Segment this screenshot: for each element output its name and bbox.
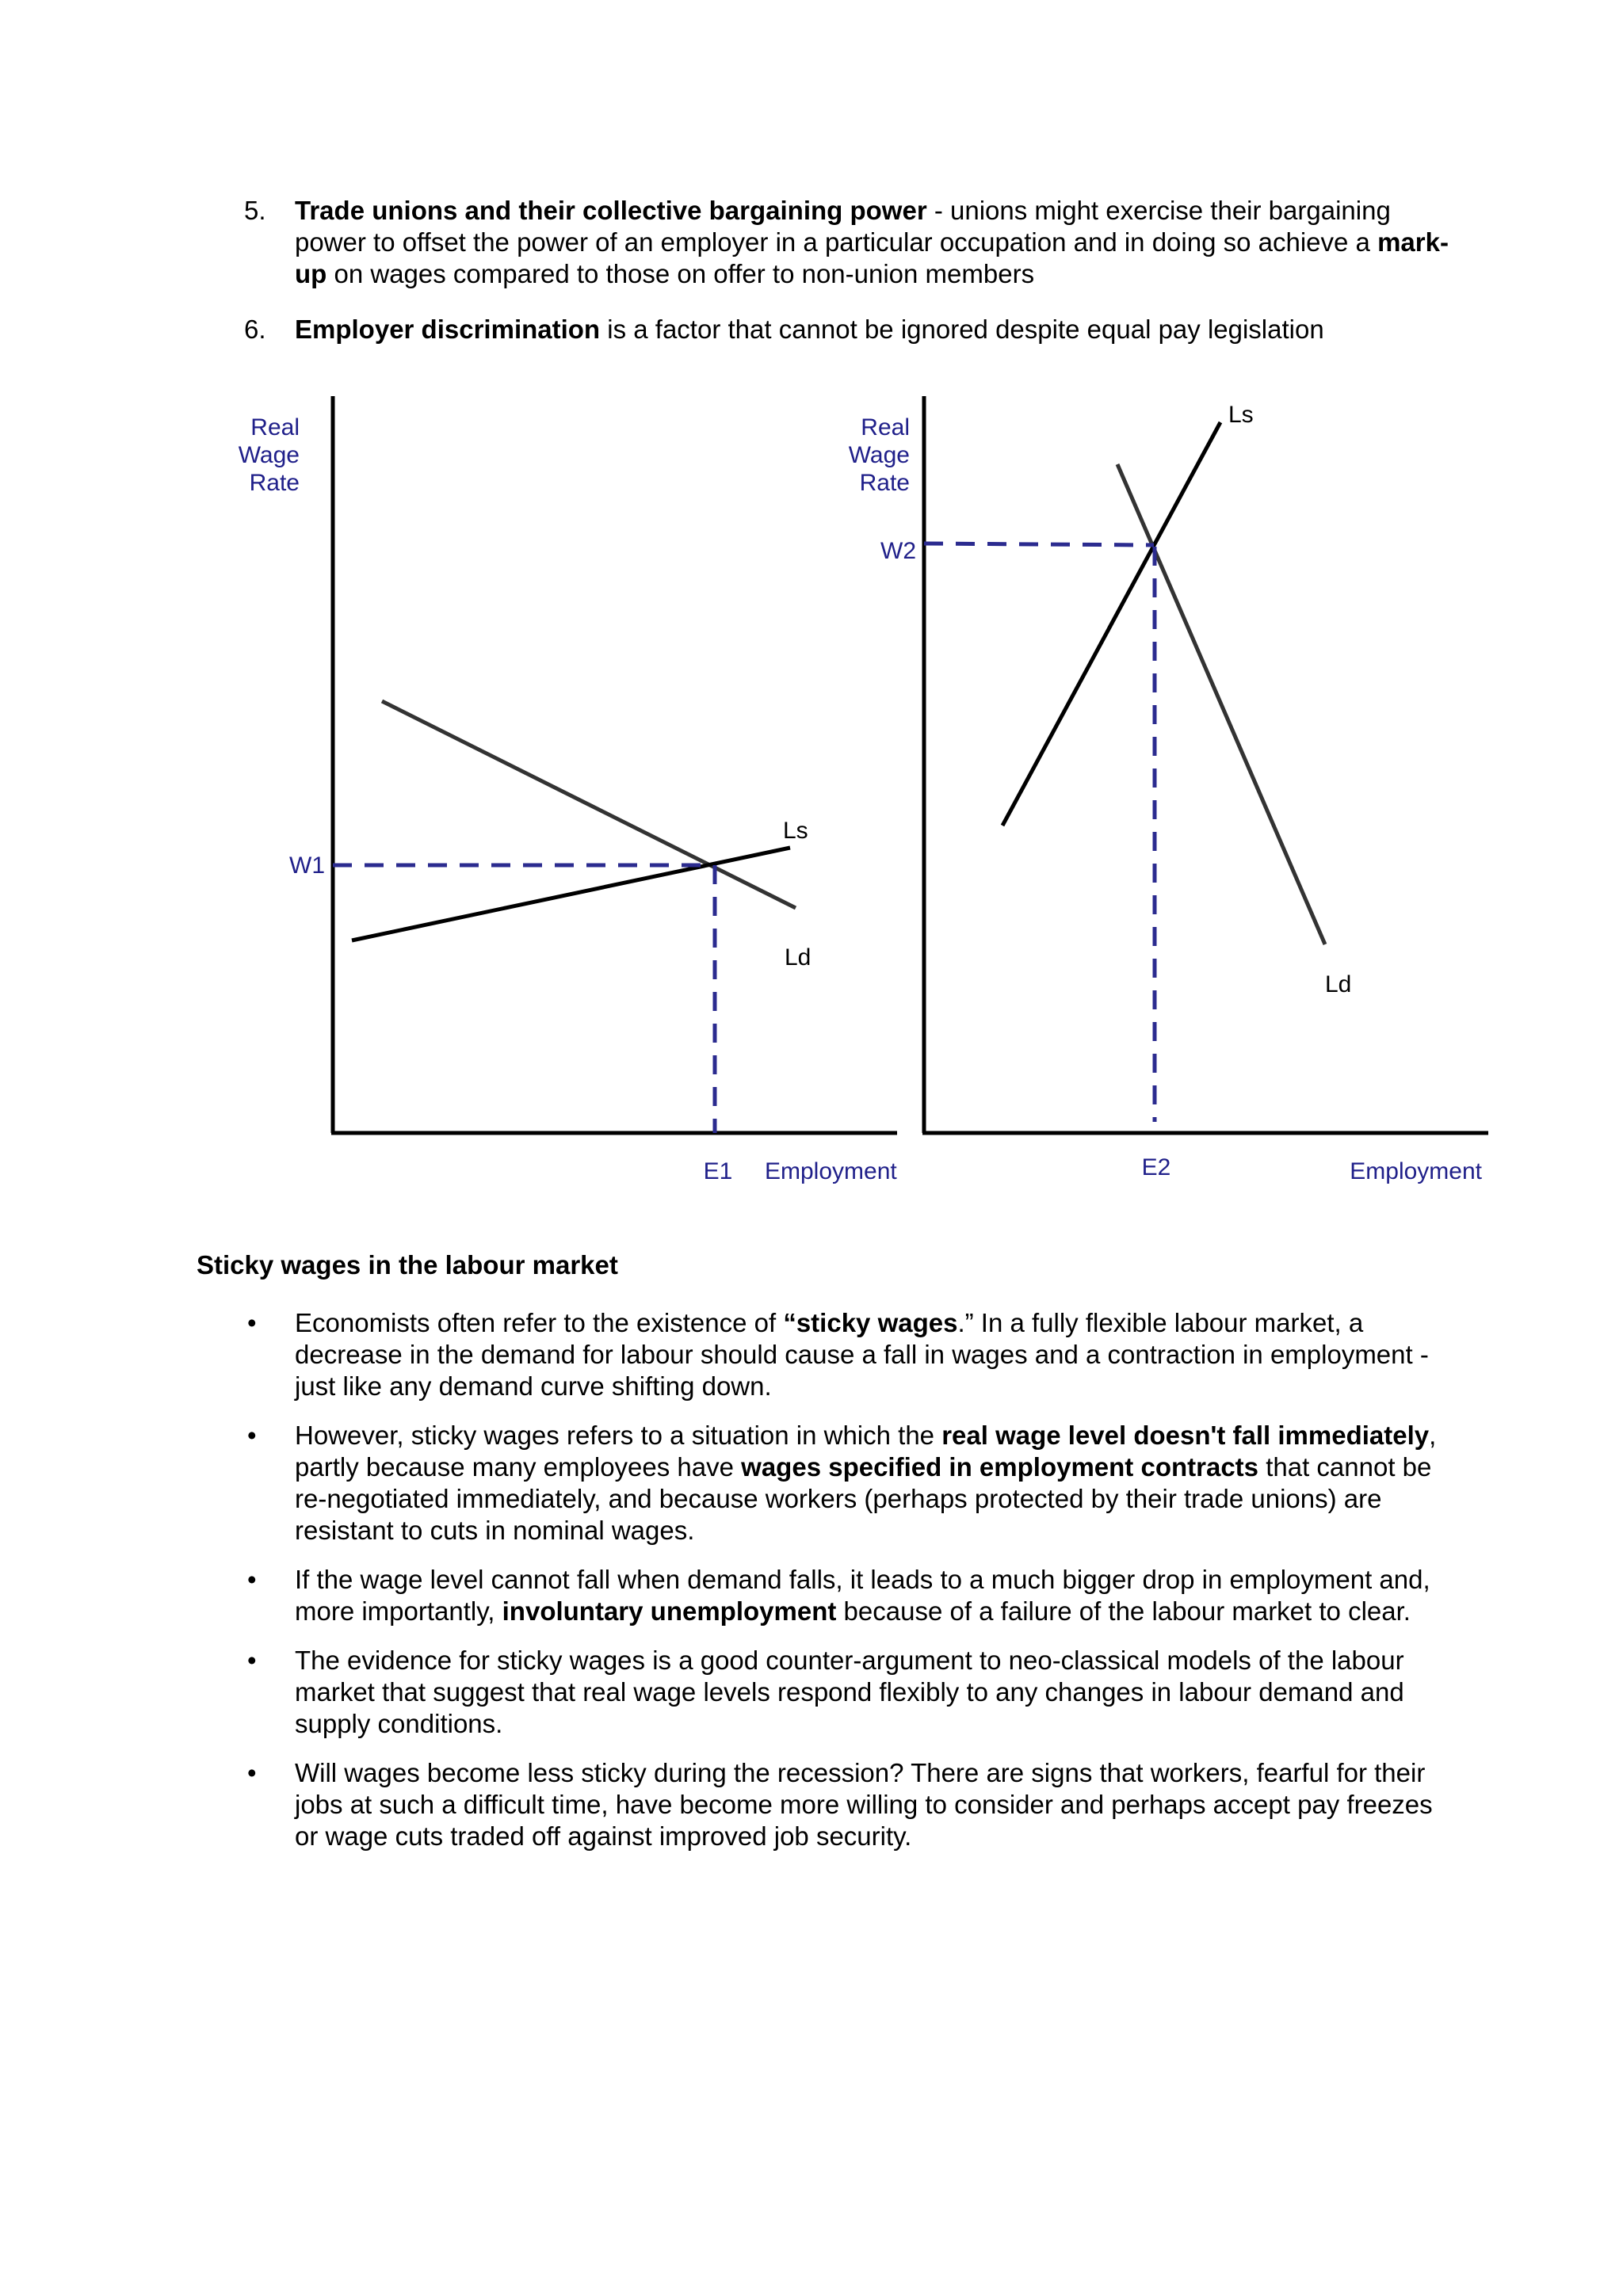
left-demand-label: Ld: [785, 944, 812, 971]
item-text: - unions might exercise their bargaining power to offset the power of an employer in a particular occupation and in doing so achieve a: [295, 196, 1391, 257]
labour-market-diagrams: [214, 380, 1498, 1220]
bullet-text: that cannot be re-negotiated immediately, and because workers (perhaps protected by their trade unions) are resistant to cuts in nominal wages.: [295, 1452, 1432, 1545]
numbered-item-6: [244, 314, 1457, 345]
bullet-symbol: •: [247, 1758, 257, 1787]
left-y-label-line3: Rate: [249, 470, 300, 496]
bullet-item: [244, 1420, 1457, 1547]
bullet-text: The evidence for sticky wages is a good counter-argument to neo-classical models of the labour market that suggest that real wage levels respond flexibly to any changes in labour demand and supply conditions.: [295, 1646, 1404, 1738]
bullet-text: Will wages become less sticky during the recession? There are signs that workers, fearful for their jobs at such a difficult time, have become more willing to consider and perhaps accept pay freezes or wage cuts traded off against improved job security.: [295, 1758, 1433, 1851]
bullet-list: [244, 1307, 1457, 1870]
right-demand-label: Ld: [1325, 971, 1352, 997]
right-demand-curve: [1117, 464, 1325, 944]
bullet-emphasis: wages specified in employment contracts: [741, 1452, 1259, 1482]
item-text: is a factor that cannot be ignored despite equal pay legislation: [600, 315, 1324, 344]
bullet-symbol: •: [247, 1308, 257, 1337]
right-y-label-line2: Wage: [848, 442, 910, 468]
left-x-label: Employment: [765, 1158, 897, 1184]
bullet-item: [244, 1564, 1457, 1627]
bullet-item: [244, 1645, 1457, 1740]
bullet-symbol: •: [247, 1421, 257, 1450]
item-heading: Trade unions and their collective bargaining power: [295, 196, 927, 225]
bullet-symbol: •: [247, 1646, 257, 1675]
left-demand-curve: [382, 701, 796, 908]
bullet-item: [244, 1757, 1457, 1852]
bullet-text: If the wage level cannot fall when demand falls, it leads to a much bigger drop in employment and, more importantly,: [295, 1565, 1430, 1626]
left-y-label-line2: Wage: [238, 442, 300, 468]
bullet-text: .” In a fully flexible labour market, a decrease in the demand for labour should cause a fall in wages and a contraction in employment - just like any demand curve shifting down.: [295, 1308, 1429, 1401]
item-emphasis: mark-up: [295, 227, 1449, 288]
bullet-text: because of a failure of the labour market to clear.: [836, 1596, 1411, 1626]
left-supply-label: Ls: [783, 818, 808, 844]
right-wage-label: W2: [880, 538, 916, 564]
right-wage-dashed-line: [924, 543, 1154, 545]
bullet-emphasis: involuntary unemployment: [502, 1596, 837, 1626]
left-y-label-line1: Real: [250, 414, 300, 441]
right-diagram: [849, 396, 1488, 1184]
bullet-text: Economists often refer to the existence of: [295, 1308, 784, 1337]
bullet-emphasis: “sticky wages: [783, 1308, 958, 1337]
right-employment-label: E2: [1141, 1154, 1171, 1180]
bullet-text: , partly because many employees have: [295, 1421, 1437, 1482]
bullet-emphasis: real wage level doesn't fall immediately: [941, 1421, 1430, 1450]
bullet-symbol: •: [247, 1565, 257, 1594]
right-x-label: Employment: [1350, 1158, 1482, 1184]
item-number: 6.: [244, 315, 266, 344]
right-supply-label: Ls: [1228, 402, 1254, 428]
item-number: 5.: [244, 196, 266, 225]
left-employment-label: E1: [703, 1158, 733, 1184]
item-heading: Employer discrimination: [295, 315, 601, 344]
diagram-svg: [214, 380, 1498, 1220]
numbered-item-5: [244, 195, 1457, 290]
left-supply-curve: [352, 848, 790, 940]
bullet-text: However, sticky wages refers to a situation in which the: [295, 1421, 942, 1450]
item-text: on wages compared to those on offer to non-union members: [327, 259, 1035, 288]
right-y-label-line3: Rate: [859, 470, 910, 496]
section-heading: Sticky wages in the labour market: [197, 1250, 618, 1280]
numbered-list: [244, 195, 1457, 369]
left-wage-label: W1: [289, 852, 325, 879]
right-y-label-line1: Real: [861, 414, 910, 441]
bullet-item: [244, 1307, 1457, 1402]
left-diagram: [239, 396, 898, 1184]
